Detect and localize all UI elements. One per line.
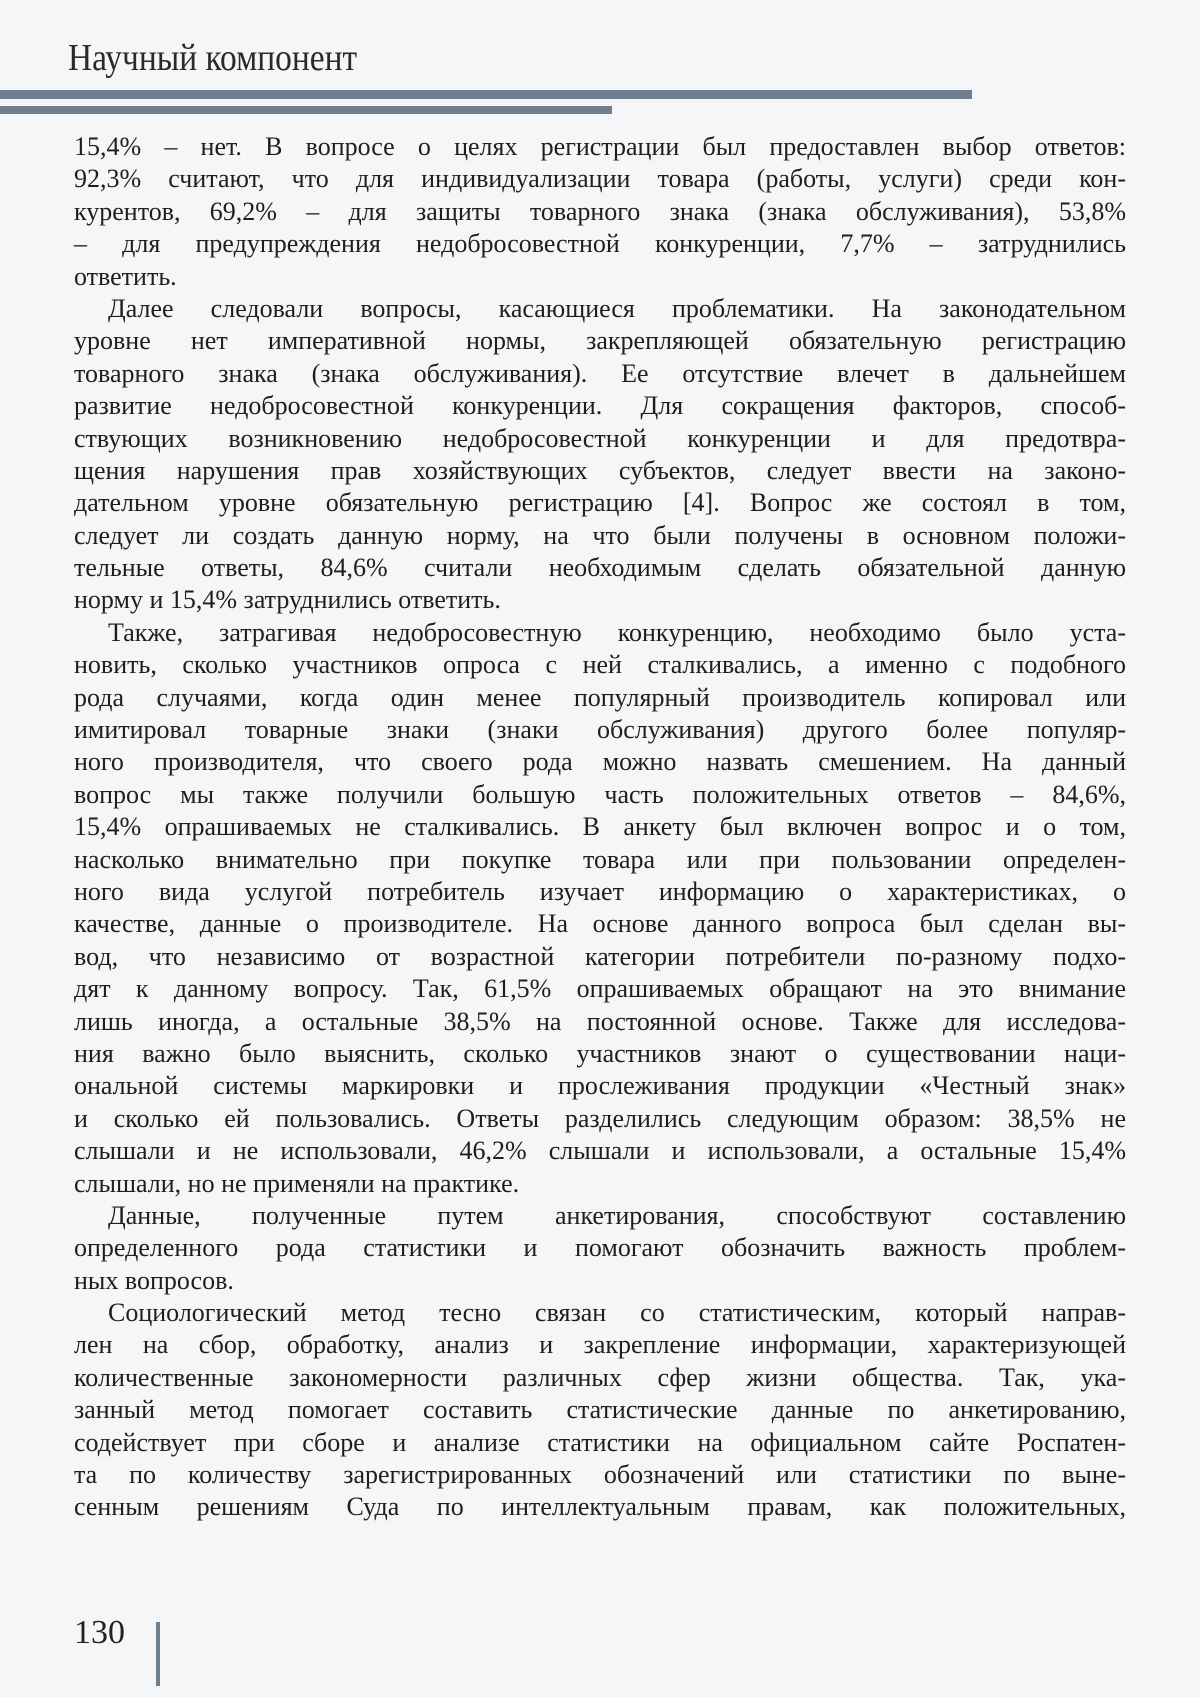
text-line: Данные, полученные путем анкетирования, способствуют составлению	[74, 1200, 1126, 1232]
text-line: тельные ответы, 84,6% считали необходимым сделать обязательной данную	[74, 552, 1126, 584]
text-line: новить, сколько участников опроса с ней сталкивались, а именно с подобного	[74, 649, 1126, 681]
text-line: развитие недобросовестной конкуренции. Для сокращения факторов, способ-	[74, 390, 1126, 422]
text-line: и сколько ей пользовались. Ответы разделились следующим образом: 38,5% не	[74, 1103, 1126, 1135]
text-line: имитировал товарные знаки (знаки обслуживания) другого более популяр-	[74, 714, 1126, 746]
paragraph	[74, 1297, 1126, 1524]
text-line: курентов, 69,2% – для защиты товарного знака (знака обслуживания), 53,8%	[74, 196, 1126, 228]
paragraph	[74, 617, 1126, 1200]
text-line: щения нарушения прав хозяйствующих субъектов, следует ввести на законо-	[74, 455, 1126, 487]
text-line: определенного рода статистики и помогают обозначить важность проблем-	[74, 1232, 1126, 1264]
text-line: вод, что независимо от возрастной категории потребители по-разному подхо-	[74, 941, 1126, 973]
text-line: 15,4% – нет. В вопросе о целях регистрации был предоставлен выбор ответов:	[74, 131, 1126, 163]
text-line: 92,3% считают, что для индивидуализации товара (работы, услуги) среди кон-	[74, 163, 1126, 195]
text-line: дательном уровне обязательную регистрацию [4]. Вопрос же состоял в том,	[74, 487, 1126, 519]
header-rule-short	[0, 106, 612, 114]
text-line: Далее следовали вопросы, касающиеся проблематики. На законодательном	[74, 293, 1126, 325]
text-line: лишь иногда, а остальные 38,5% на постоянной основе. Также для исследова-	[74, 1006, 1126, 1038]
text-line: занный метод помогает составить статистические данные по анкетированию,	[74, 1394, 1126, 1426]
text-line: содействует при сборе и анализе статистики на официальном сайте Роспатен-	[74, 1427, 1126, 1459]
text-line: рода случаями, когда один менее популярный производитель копировал или	[74, 682, 1126, 714]
text-line: следует ли создать данную норму, на что были получены в основном положи-	[74, 520, 1126, 552]
text-line: Социологический метод тесно связан со статистическим, который направ-	[74, 1297, 1126, 1329]
text-line: ональной системы маркировки и прослеживания продукции «Честный знак»	[74, 1070, 1126, 1102]
page-number-rule	[156, 1622, 160, 1686]
text-line: лен на сбор, обработку, анализ и закрепление информации, характеризующей	[74, 1329, 1126, 1361]
text-line: вопрос мы также получили большую часть положительных ответов – 84,6%,	[74, 779, 1126, 811]
paragraph	[74, 293, 1126, 617]
article-body	[74, 131, 1126, 1524]
text-line: Также, затрагивая недобросовестную конкуренцию, необходимо было уста-	[74, 617, 1126, 649]
text-line: ного производителя, что своего рода можно назвать смешением. На данный	[74, 746, 1126, 778]
paragraph	[74, 1200, 1126, 1297]
text-line: слышали и не использовали, 46,2% слышали и использовали, а остальные 15,4%	[74, 1135, 1126, 1167]
text-line: качестве, данные о производителе. На основе данного вопроса был сделан вы-	[74, 908, 1126, 940]
text-line: 15,4% опрашиваемых не сталкивались. В анкету был включен вопрос и о том,	[74, 811, 1126, 843]
text-line: ных вопросов.	[74, 1265, 1126, 1297]
text-line: уровне нет императивной нормы, закрепляющей обязательную регистрацию	[74, 325, 1126, 357]
text-line: ствующих возникновению недобросовестной конкуренции и для предотвра-	[74, 423, 1126, 455]
text-line: норму и 15,4% затруднились ответить.	[74, 584, 1126, 616]
text-line: количественные закономерности различных сфер жизни общества. Так, ука-	[74, 1362, 1126, 1394]
text-line: ного вида услугой потребитель изучает информацию о характеристиках, о	[74, 876, 1126, 908]
text-line: – для предупреждения недобросовестной конкуренции, 7,7% – затруднились	[74, 228, 1126, 260]
text-line: насколько внимательно при покупке товара или при пользовании определен-	[74, 844, 1126, 876]
text-line: ния важно было выяснить, сколько участников знают о существовании наци-	[74, 1038, 1126, 1070]
page-number: 130	[74, 1614, 125, 1652]
text-line: товарного знака (знака обслуживания). Ее отсутствие влечет в дальнейшем	[74, 358, 1126, 390]
text-line: ответить.	[74, 261, 1126, 293]
running-header-title: Научный компонент	[68, 36, 357, 80]
text-line: слышали, но не применяли на практике.	[74, 1168, 1126, 1200]
header-rule-long	[0, 90, 972, 99]
paragraph	[74, 131, 1126, 293]
text-line: та по количеству зарегистрированных обозначений или статистики по выне-	[74, 1459, 1126, 1491]
text-line: дят к данному вопросу. Так, 61,5% опрашиваемых обращают на это внимание	[74, 973, 1126, 1005]
text-line: сенным решениям Суда по интеллектуальным правам, как положительных,	[74, 1491, 1126, 1523]
